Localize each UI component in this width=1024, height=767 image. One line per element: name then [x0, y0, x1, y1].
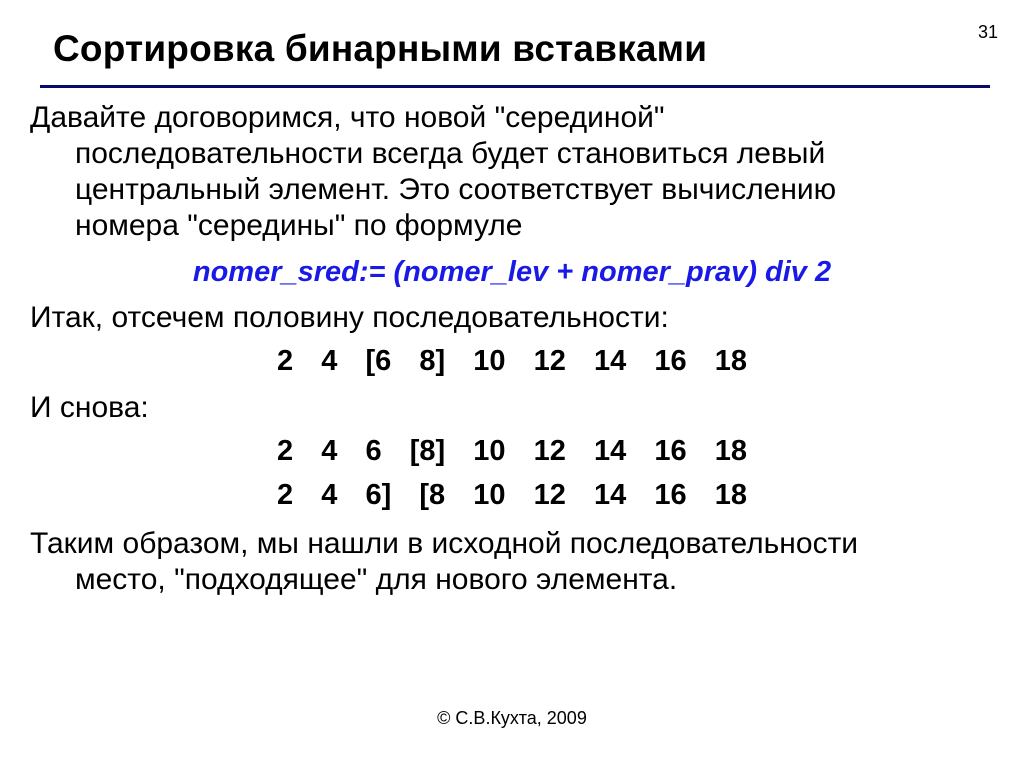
sequence-step-1: 2 4 [6 8] 10 12 14 16 18 [276, 345, 748, 377]
slide-title: Сортировка бинарными вставками [53, 28, 708, 69]
paragraph-conclusion-line-2: место, "подходящее" для нового элемента. [75, 563, 678, 596]
paragraph-intro-line-2: последовательности всегда будет становиться левый [75, 137, 826, 170]
paragraph-cut-half: Итак, отсечем половину последовательности: [30, 301, 669, 334]
slide-number: 31 [977, 22, 998, 42]
paragraph-again: И снова: [30, 391, 149, 424]
paragraph-conclusion-line-1: Таким образом, мы нашли в исходной последовательности [30, 527, 859, 560]
title-divider [40, 85, 990, 88]
sequence-step-3: 2 4 6] [8 10 12 14 16 18 [276, 479, 748, 511]
formula: nomer_sred:= (nomer_lev + nomer_prav) div 2 [192, 256, 832, 288]
paragraph-intro-line-4: номера "середины" по формуле [75, 209, 523, 242]
sequence-step-2: 2 4 6 [8] 10 12 14 16 18 [276, 435, 748, 467]
paragraph-intro-line-3: центральный элемент. Это соответствует вычислению [75, 173, 837, 206]
paragraph-conclusion [30, 526, 990, 598]
paragraph-intro [30, 100, 990, 244]
paragraph-intro-line-1: Давайте договоримся, что новой "серединой" [30, 101, 665, 134]
footer-copyright: © С.В.Кухта, 2009 [437, 708, 587, 728]
